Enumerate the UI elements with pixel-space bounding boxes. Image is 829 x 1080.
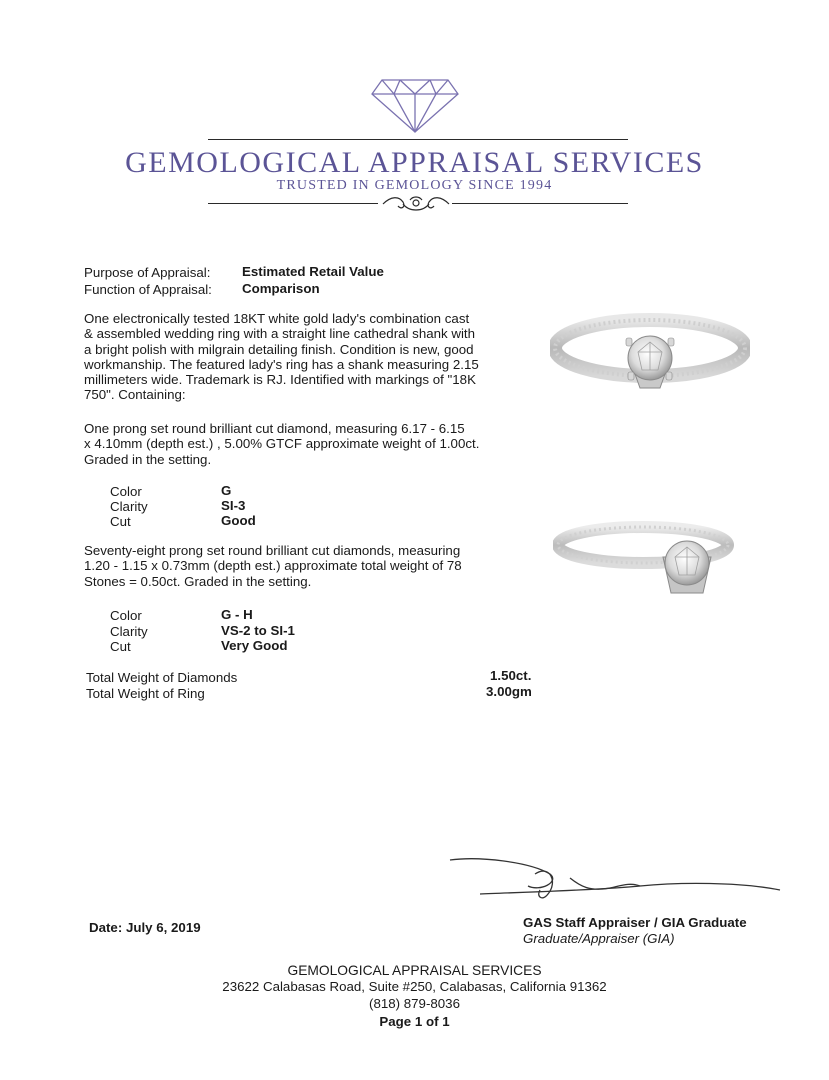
- total-diamonds-value: 1.50ct.: [490, 668, 532, 683]
- side-color-value: G - H: [221, 607, 253, 622]
- side-cut-label: Cut: [110, 639, 131, 654]
- footer-company: GEMOLOGICAL APPRAISAL SERVICES: [287, 963, 542, 978]
- side-clarity-label: Clarity: [110, 624, 148, 639]
- purpose-value: Estimated Retail Value: [242, 264, 384, 279]
- total-diamonds-label: Total Weight of Diamonds: [86, 670, 238, 685]
- header-rule-bottom-left: [208, 203, 378, 204]
- side-cut-value: Very Good: [221, 638, 288, 653]
- side-stones-line: Stones = 0.50ct. Graded in the setting.: [84, 573, 312, 589]
- center-stone-line: One prong set round brilliant cut diamond, measuring 6.17 - 6.15: [84, 421, 465, 436]
- center-stone-line: x 4.10mm (depth est.) , 5.00% GTCF approximate weight of 1.00ct.: [84, 436, 480, 452]
- center-cut-label: Cut: [110, 514, 131, 529]
- side-clarity-value: VS-2 to SI-1: [221, 623, 295, 638]
- description-line: workmanship. The featured lady's ring has a shank measuring 2.15: [84, 356, 479, 372]
- header-rule-top: [208, 139, 628, 140]
- company-name: GEMOLOGICAL APPRAISAL SERVICES: [125, 146, 704, 179]
- center-cut-value: Good: [221, 513, 256, 528]
- footer-address: 23622 Calabasas Road, Suite #250, Calabasas, California 91362: [222, 979, 607, 994]
- appraiser-subtitle: Graduate/Appraiser (GIA): [523, 931, 675, 946]
- description-line: 750". Containing:: [84, 387, 186, 403]
- center-color-label: Color: [110, 484, 142, 499]
- side-color-label: Color: [110, 608, 142, 623]
- diamond-logo-icon: [370, 78, 460, 134]
- total-ring-value: 3.00gm: [486, 684, 532, 699]
- total-ring-label: Total Weight of Ring: [86, 686, 205, 701]
- purpose-label: Purpose of Appraisal:: [84, 265, 211, 280]
- description-line: & assembled wedding ring with a straight line cathedral shank with: [84, 326, 475, 342]
- page-number: Page 1 of 1: [379, 1014, 450, 1029]
- ring-photo-side: [553, 515, 753, 605]
- description-line: One electronically tested 18KT white gold lady's combination cast: [84, 311, 470, 326]
- appraisal-date: Date: July 6, 2019: [89, 920, 201, 935]
- header-rule-bottom-right: [452, 203, 628, 204]
- appraiser-title: GAS Staff Appraiser / GIA Graduate: [523, 915, 747, 930]
- ring-description: [84, 311, 499, 403]
- ring-photo-top: [550, 300, 750, 410]
- description-line: millimeters wide. Trademark is RJ. Identified with markings of "18K: [84, 372, 476, 388]
- side-stones-description: [84, 543, 499, 589]
- center-clarity-value: SI-3: [221, 498, 246, 513]
- center-color-value: G: [221, 483, 232, 498]
- side-stones-line: 1.20 - 1.15 x 0.73mm (depth est.) approximate total weight of 78: [84, 558, 462, 574]
- center-stone-description: [84, 421, 499, 467]
- company-tagline: TRUSTED IN GEMOLOGY SINCE 1994: [276, 178, 553, 193]
- function-value: Comparison: [242, 281, 320, 296]
- side-stones-line: Seventy-eight prong set round brilliant cut diamonds, measuring: [84, 543, 461, 558]
- flourish-icon: [381, 194, 451, 214]
- appraiser-signature: [440, 852, 785, 912]
- function-label: Function of Appraisal:: [84, 282, 212, 297]
- footer-phone: (818) 879-8036: [369, 996, 460, 1011]
- description-line: a bright polish with milgrain detailing finish. Condition is new, good: [84, 341, 474, 357]
- center-clarity-label: Clarity: [110, 499, 148, 514]
- center-stone-line: Graded in the setting.: [84, 451, 212, 467]
